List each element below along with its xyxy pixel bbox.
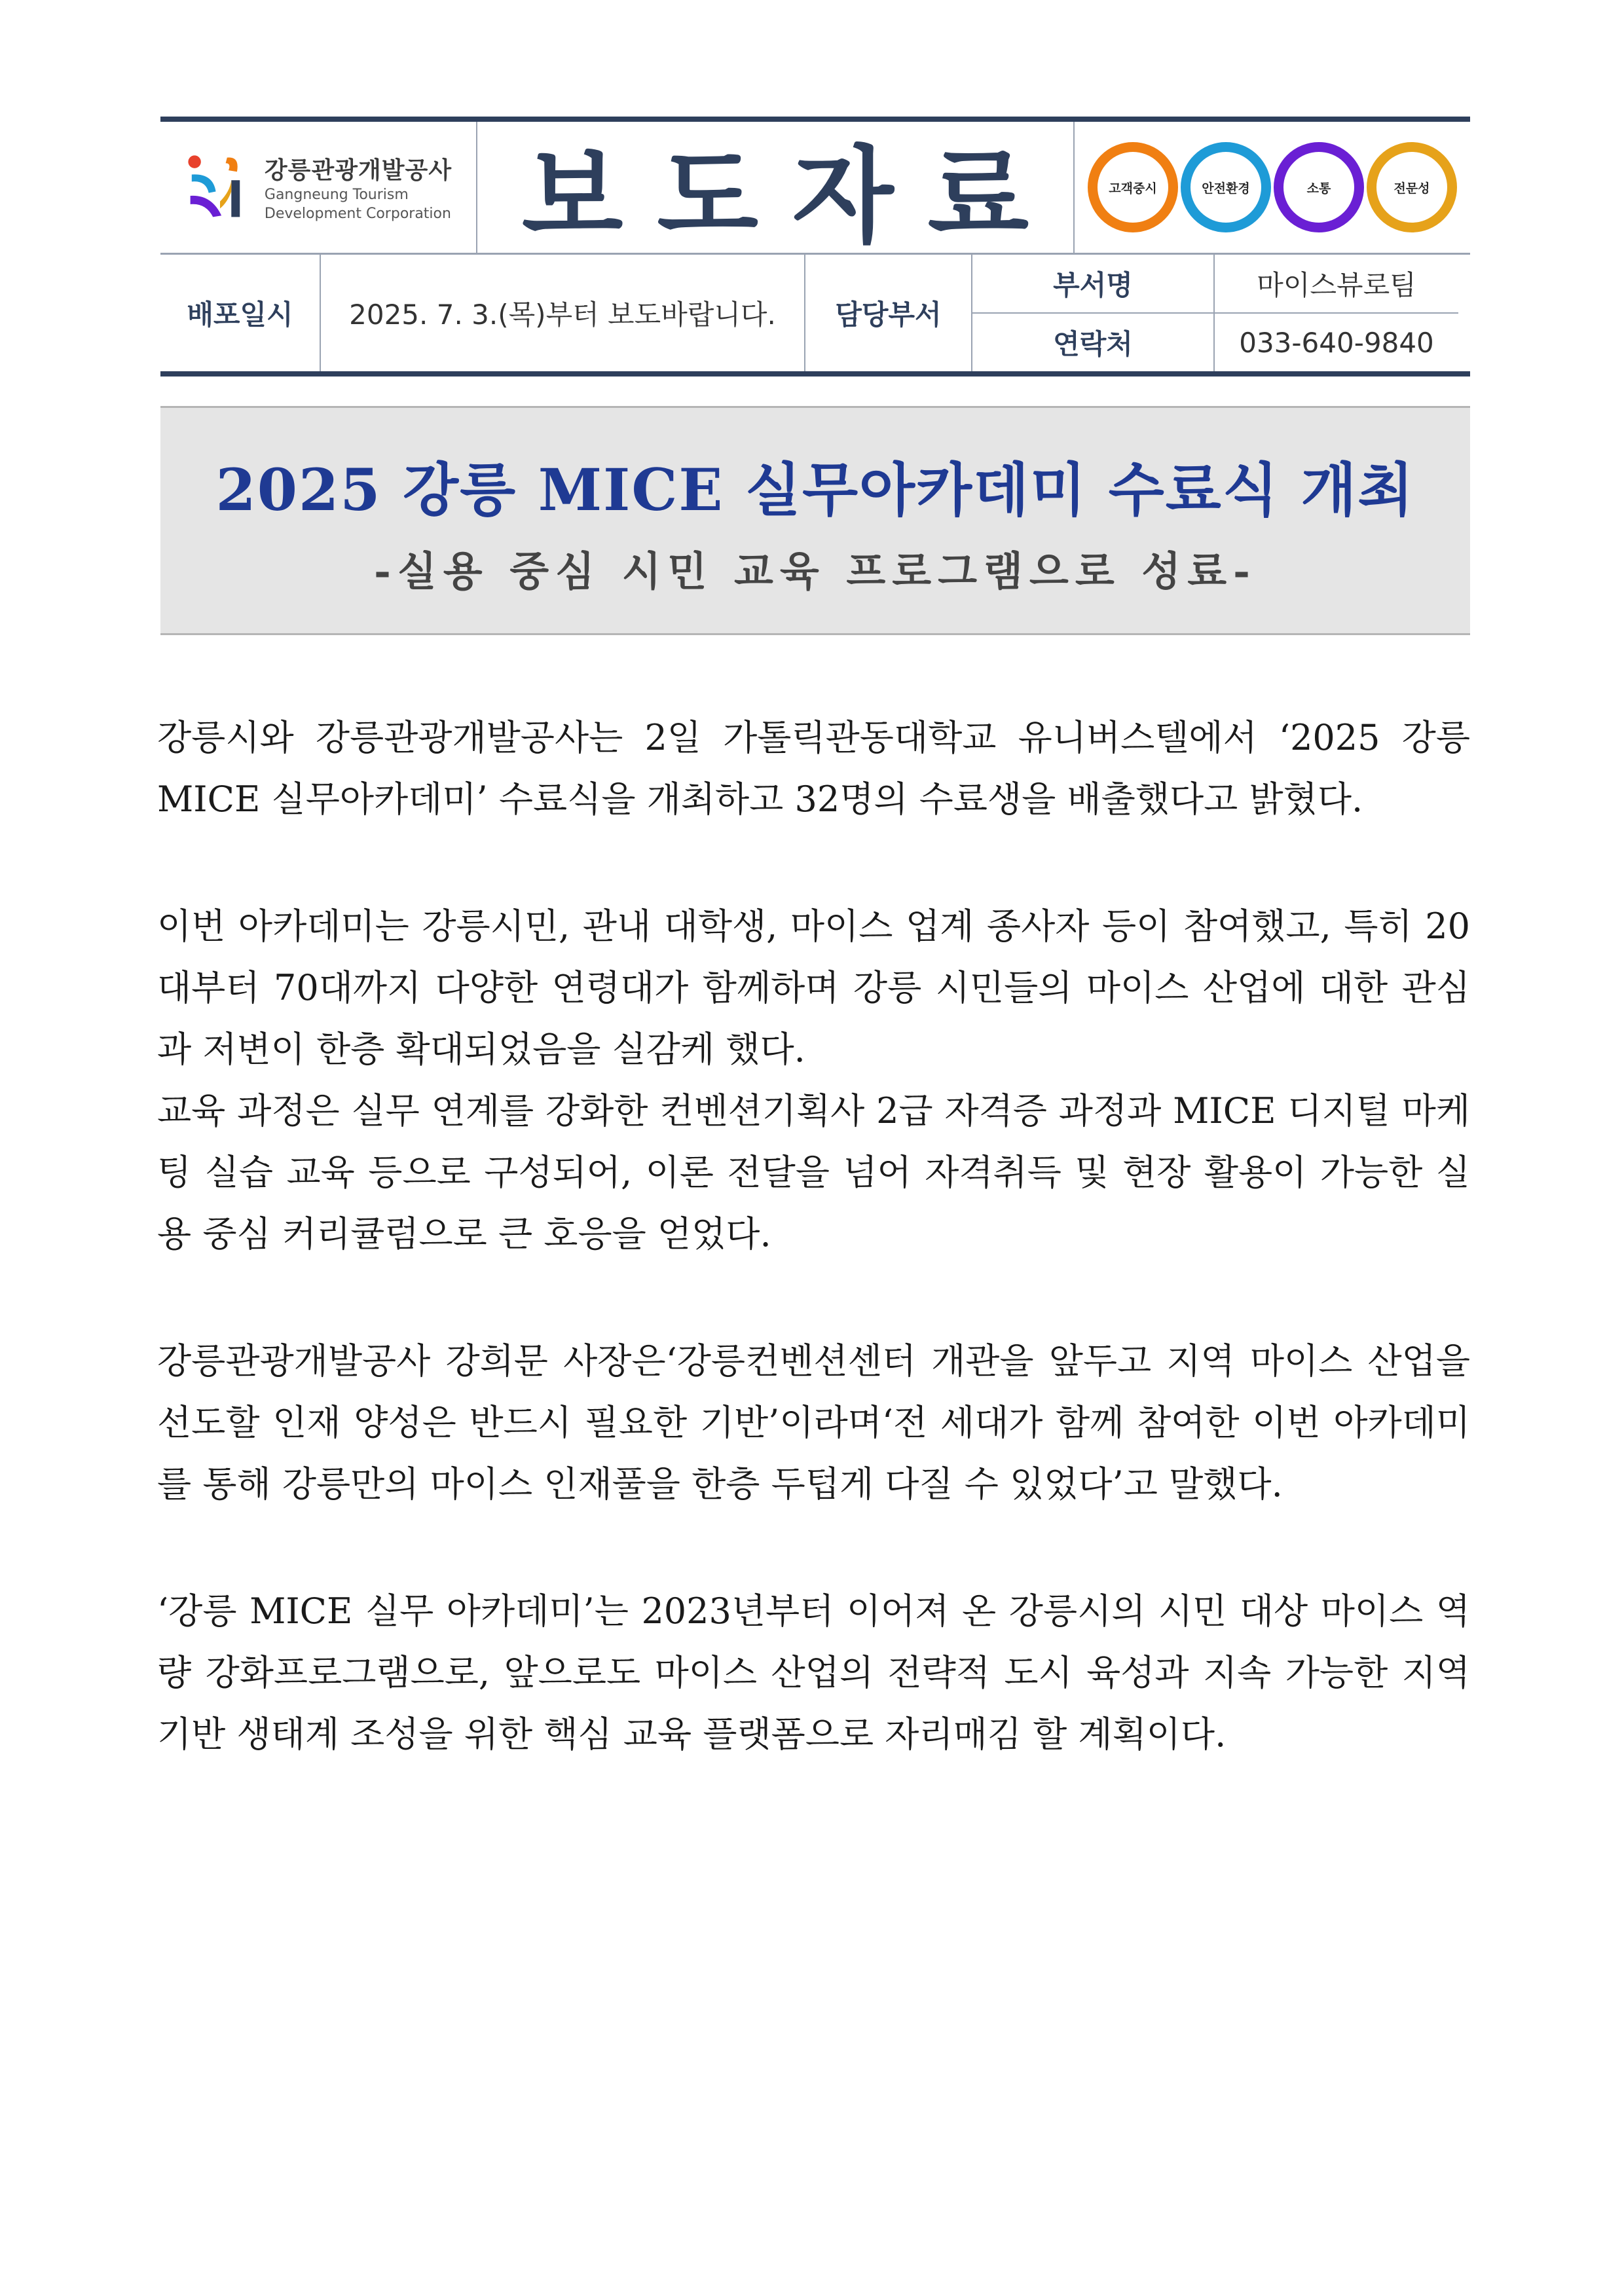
dept-label: 담당부서 xyxy=(835,299,942,331)
document-title: 보도자료 xyxy=(521,135,1063,257)
headline-box xyxy=(160,406,1470,635)
press-release-header xyxy=(160,117,1470,376)
dept-name-label-cell xyxy=(972,255,1215,312)
dept-name-value-cell xyxy=(1215,255,1458,312)
release-value-cell xyxy=(321,255,805,371)
release-value: 2025. 7. 3.(목)부터 보도바랍니다. xyxy=(349,299,776,331)
contact-label: 연락처 xyxy=(1053,328,1133,360)
header-top-row xyxy=(160,122,1470,255)
headline-subtitle: -실용 중심 시민 교육 프로그램으로 성료- xyxy=(374,547,1257,595)
org-name-en-line1: Gangneung Tourism xyxy=(264,186,409,203)
value-label: 소통 xyxy=(1306,181,1331,196)
value-ring-expertise xyxy=(1367,142,1457,232)
dept-info xyxy=(972,255,1458,371)
dept-name-value: 마이스뷰로팀 xyxy=(1257,269,1416,301)
body-paragraph: 이번 아카데미는 강릉시민, 관내 대학생, 마이스 업계 종사자 등이 참여했고, 특히 20대부터 70대까지 다양한 연령대가 함께하며 강릉 시민들의 마이스 산업에 대한 관심과 저변이 한층 확대되었음을 실감케 했다. xyxy=(157,906,1470,1070)
contact-value: 033-640-9840 xyxy=(1239,326,1434,359)
contact-label-cell xyxy=(972,314,1215,371)
body-paragraph: 교육 과정은 실무 연계를 강화한 컨벤션기획사 2급 자격증 과정과 MICE 디지털 마케팅 실습 교육 등으로 구성되어, 이론 전달을 넘어 자격취득 및 현장 활용이 가능한 실용 중심 커리큘럼으로 큰 호응을 얻었다. xyxy=(157,1090,1470,1255)
body-paragraph: ‘강릉 MICE 실무 아카데미’는 2023년부터 이어져 온 강릉시의 시민 대상 마이스 역량 강화프로그램으로, 앞으로도 마이스 산업의 전략적 도시 육성과 지속 가능한 지역 기반 생태계 조성을 위한 핵심 교육 플랫폼으로 자리매김 할 계획이다. xyxy=(157,1590,1470,1755)
org-name xyxy=(265,152,452,223)
dept-name-label: 부서명 xyxy=(1053,269,1133,301)
contact-value-cell xyxy=(1215,314,1458,371)
dept-label-cell xyxy=(805,255,972,371)
value-ring-safety xyxy=(1181,142,1271,232)
org-name-en-line2: Development Corporation xyxy=(264,205,451,222)
title-cell xyxy=(477,122,1075,257)
core-values xyxy=(1075,122,1470,253)
value-label: 안전환경 xyxy=(1202,181,1250,196)
headline-title: 2025 강릉 MICE 실무아카데미 수료식 개최 xyxy=(215,455,1415,524)
header-info-row xyxy=(160,255,1470,376)
body-paragraph: 강릉시와 강릉관광개발공사는 2일 가톨릭관동대학교 유니버스텔에서 ‘2025 강릉 MICE 실무아카데미’ 수료식을 개최하고 32명의 수료생을 배출했다고 밝혔다. xyxy=(157,717,1470,820)
contact-row xyxy=(972,314,1458,371)
value-ring-communication xyxy=(1274,142,1364,232)
release-label: 배포일시 xyxy=(187,299,293,331)
org-logo-mark-icon xyxy=(185,152,255,223)
value-ring-customer xyxy=(1088,142,1178,232)
article-body xyxy=(157,707,1470,1765)
org-name-kr: 강릉관광개발공사 xyxy=(264,156,452,184)
body-paragraph: 강릉관광개발공사 강희문 사장은‘강릉컨벤션센터 개관을 앞두고 지역 마이스 산업을 선도할 인재 양성은 반드시 필요한 기반’이라며‘전 세대가 함께 참여한 이번 아카데미를 통해 강릉만의 마이스 인재풀을 한층 두텁게 다질 수 있었다’고 말했다. xyxy=(157,1340,1470,1505)
value-label: 고객중시 xyxy=(1109,181,1157,196)
value-label: 전문성 xyxy=(1393,181,1430,196)
release-label-cell xyxy=(160,255,321,371)
dept-name-row xyxy=(972,255,1458,314)
org-logo xyxy=(160,122,477,253)
